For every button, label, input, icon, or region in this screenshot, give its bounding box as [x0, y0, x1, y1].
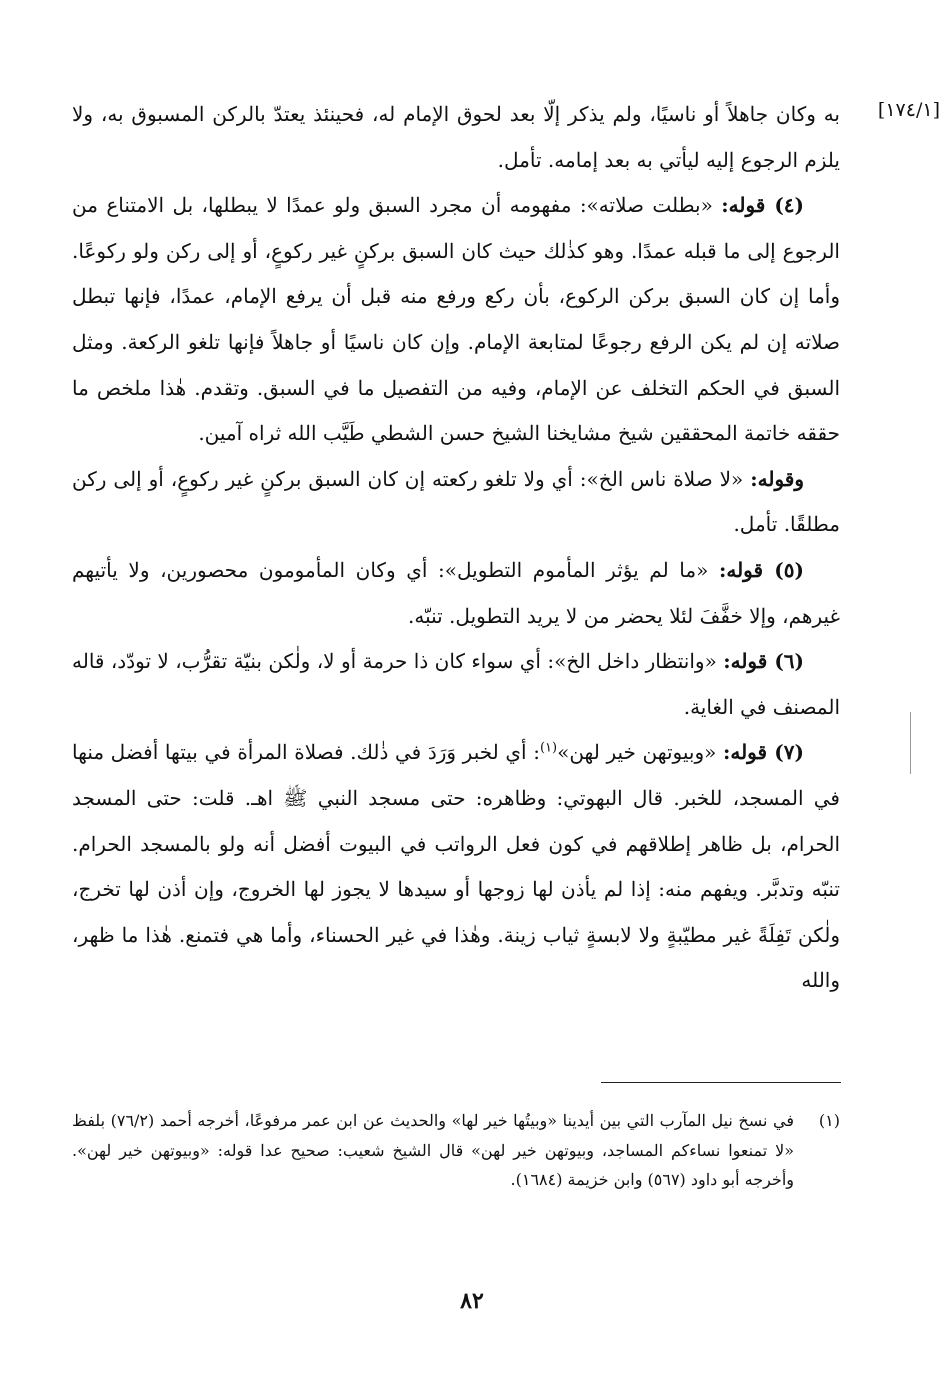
margin-reference: [١٧٤/١] [877, 99, 940, 121]
paragraph-note-4 [72, 183, 840, 457]
main-text [72, 92, 840, 1004]
paragraph-text: «ما لم يؤثر المأموم التطويل»: أي وكان المأمومون محصورين، ولا يأتيهم غيرهم، وإلا خفَّفَ لئلا يحضر من لا يريد التطويل. تنبّه. [72, 557, 840, 628]
paragraph-note-6 [72, 639, 840, 730]
footnote-text: في نسخ نيل المآرب التي بين أيدينا «وبيتُها خير لها» والحديث عن ابن عمر مرفوعًا، أخرجه أحمد (٧٦/٢) بلفظ «لا تمنعوا نساءكم المساجد، وبيوتهن خير لهن» قال الشيخ شعيب: صحيح عدا قوله: «وبيوتهن خير لهن». وأخرجه أبو داود (٥٦٧) وابن خزيمة (١٦٨٤). [72, 1111, 795, 1189]
note-lead: وقوله: [750, 466, 804, 491]
page-number: ٨٢ [460, 1288, 484, 1314]
footnote-marker[interactable]: (١) [539, 740, 558, 756]
note-lead: (٥) قوله: [718, 557, 804, 582]
paragraph-text: «لا صلاة ناس الخ»: أي ولا تلغو ركعته إن كان السبق بركنٍ غير ركوعٍ، أو إلى ركن مطلقًا. تأمل. [72, 466, 840, 537]
footnote [72, 1106, 840, 1195]
footnote-separator [601, 1082, 841, 1083]
paragraph-text: «بطلت صلاته»: مفهومه أن مجرد السبق ولو عمدًا لا يبطلها، بل الامتناع من الرجوع إلى ما قبله عمدًا. وهو كذٰلك حيث كان السبق بركنٍ غير ركوعٍ، أو إلى ركن ولو ركوعًا. وأما إن كان السبق بركن الركوع، بأن ركع ورفع منه قبل أن يرفع الإمام، عمدًا، فإنها تبطل صلاته إن لم يكن الرفع رجوعًا لمتابعة الإمام. وإن كان ناسيًا أو جاهلاً فإنها تلغو الركعة. ومثل السبق في الحكم التخلف عن الإمام، وفيه من التفصيل ما في السبق. وتقدم. هٰذا ملخص ما حققه خاتمة المحققين شيخ مشايخنا الشيخ حسن الشطي طَيَّب الله ثراه آمين. [72, 193, 840, 446]
quoted-text: «وبيوتهن خير لهن» [557, 740, 717, 765]
paragraph-note-5 [72, 548, 840, 639]
paragraph-text: به وكان جاهلاً أو ناسيًا، ولم يذكر إلّا بعد لحوق الإمام له، فحينئذ يعتدّ بالركن المسبوق به، ولا يلزم الرجوع إليه ليأتي به بعد إمامه. تأمل. [72, 102, 840, 172]
paragraph-note-4-cont [72, 457, 840, 548]
note-lead: (٧) قوله: [722, 740, 804, 765]
margin-line [910, 712, 911, 774]
paragraph-note-7 [72, 730, 840, 1004]
paragraph-text: «وانتظار داخل الخ»: أي سواء كان ذا حرمة أو لا، ولٰكن بنيّة تقرُّب، لا تودّد، قاله المصنف في الغاية. [72, 649, 840, 719]
note-lead: (٤) قوله: [721, 193, 805, 218]
paragraph-continuation [72, 92, 840, 183]
paragraph-text: : أي لخبر وَرَدَ في ذٰلك. فصلاة المرأة في بيتها أفضل منها في المسجد، للخبر. قال البهوتي: وظاهره: حتى مسجد النبي ﷺ اهـ. قلت: حتى المسجد الحرام، بل ظاهر إطلاقهم في كون فعل الرواتب في البيوت أفضل أنه ولو بالمسجد الحرام. تنبّه وتدبَّر. ويفهم منه: إذا لم يأذن لها زوجها أو سيدها لا يجوز لها الخروج، وإن أذن لها تخرج، ولٰكن تَفِلَةً غير مطيّبةٍ ولا لابسةٍ ثياب زينة. وهٰذا في غير الحسناء، وأما هي فتمنع. هٰذا ما ظهر، والله [72, 740, 840, 993]
note-lead: (٦) قوله: [723, 649, 804, 674]
footnote-number: (١) [818, 1111, 840, 1130]
